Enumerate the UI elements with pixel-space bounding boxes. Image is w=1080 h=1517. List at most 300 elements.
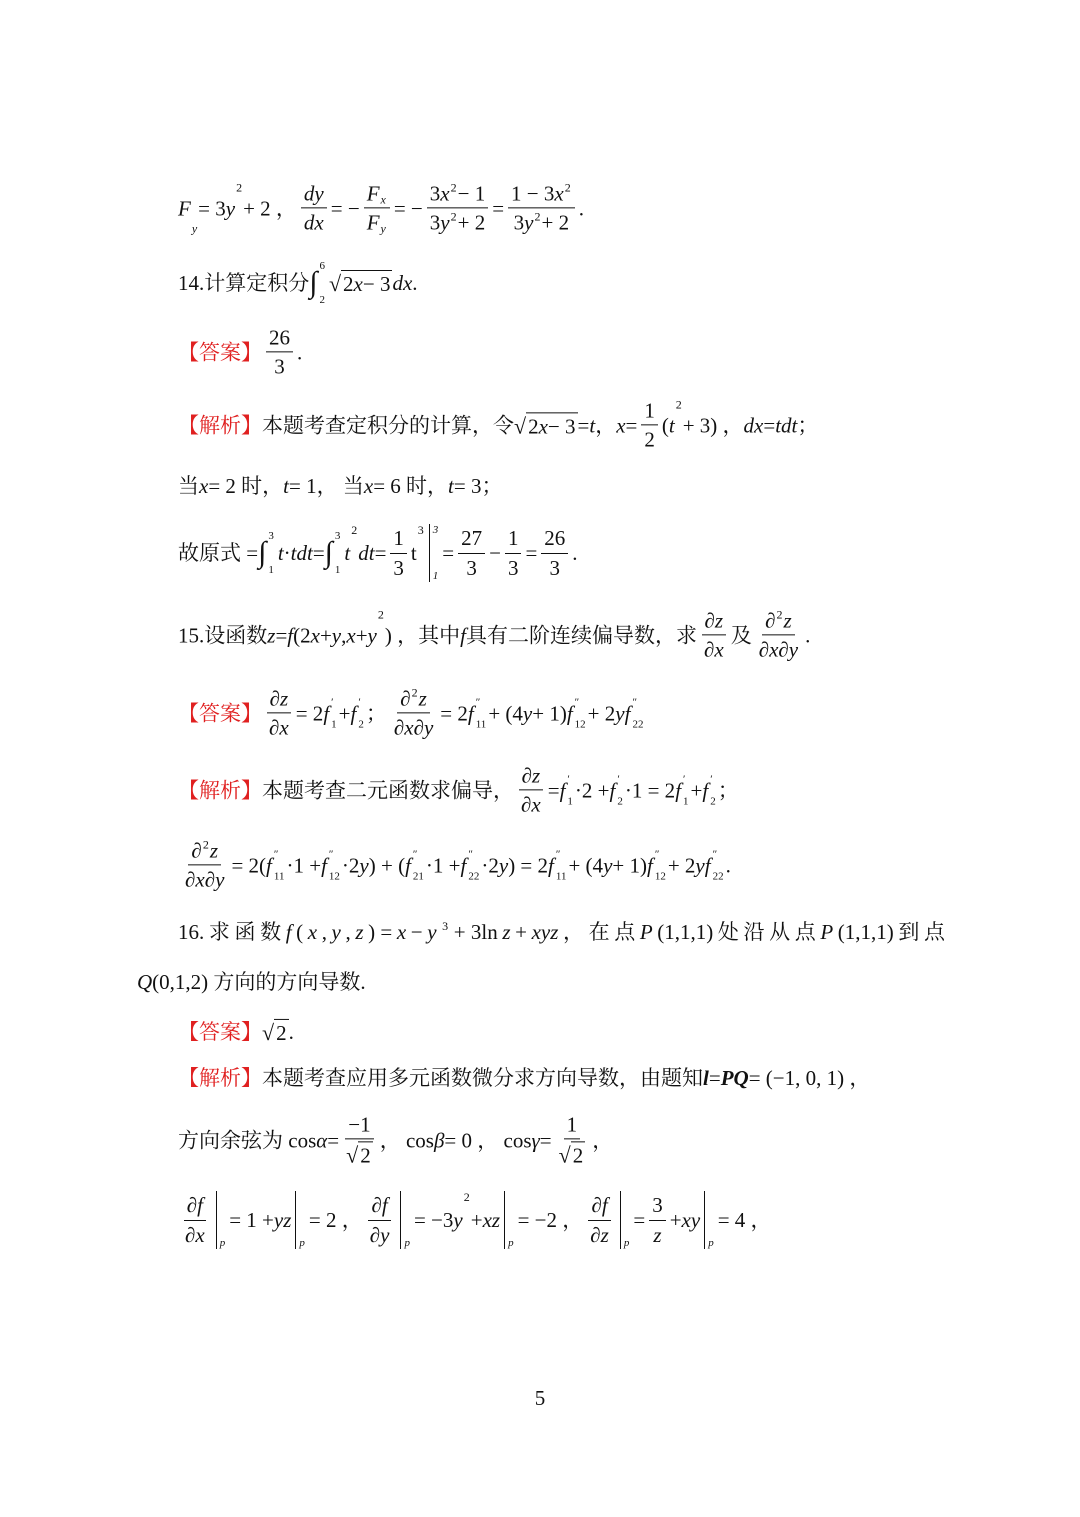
denominator [463, 554, 480, 580]
math-variable: P [639, 919, 653, 944]
text-run: ∂ [521, 792, 532, 817]
question-16-cont [137, 970, 366, 994]
math-variable: z [355, 919, 364, 944]
evaluation-bar [620, 1191, 630, 1249]
text-run: + 3ln [453, 919, 498, 944]
index: 11 [475, 718, 487, 730]
radical-sign-icon: √ [346, 1142, 359, 1168]
fraction [756, 608, 801, 661]
text-run: 本题考查定积分的计算，令 [262, 412, 514, 437]
math-variable: dt [358, 540, 375, 565]
integral-limits [268, 530, 274, 576]
text-run: ∂ [590, 1222, 601, 1247]
partial-derivative-f [675, 773, 688, 807]
lower-limit: p [219, 1237, 226, 1249]
text-run: − 3 [362, 271, 391, 296]
math-variable: t [344, 540, 351, 565]
math-variable: f [624, 700, 631, 725]
prime-subscript [358, 696, 364, 730]
text-run: 2 [450, 180, 457, 195]
math-variable: y [359, 852, 369, 877]
section-label: 【答案】 [178, 339, 262, 364]
text-run: 求 [208, 919, 230, 944]
text-run: = − [393, 195, 423, 220]
math-variable: f [704, 852, 711, 877]
evaluation-limits [433, 524, 439, 582]
text-run: 2 [463, 1190, 470, 1204]
text-run: 2 [276, 1020, 287, 1045]
text-run: = 3； [453, 473, 503, 498]
math-variable: dy [303, 181, 324, 206]
lower-limit: p [404, 1237, 410, 1249]
math-variable: x [769, 637, 779, 662]
prime: ″ [328, 848, 334, 860]
text-run: ∂ [765, 608, 776, 633]
math-variable: z [600, 1222, 609, 1247]
superscript [442, 920, 448, 932]
denominator [182, 1221, 208, 1247]
vertical-bar-icon [504, 1191, 505, 1249]
text-run: 2 [343, 271, 354, 296]
math-variable: xz [482, 1207, 501, 1232]
math-variable: x [396, 919, 407, 944]
fraction [266, 325, 293, 378]
math-variable: f [566, 700, 573, 725]
superscript [236, 181, 242, 193]
math-variable: f [609, 777, 616, 802]
prime-subscript [274, 848, 285, 882]
partial-derivative-f [266, 848, 284, 882]
analysis-14 [178, 398, 818, 451]
math-variable: x [363, 473, 374, 498]
denominator [271, 353, 288, 379]
math-variable: y [440, 210, 450, 235]
text-run: ·2 [481, 852, 499, 877]
text-run: 1 − 3 [511, 181, 555, 206]
text-run: + 2 [541, 210, 570, 235]
superscript [378, 608, 384, 620]
prime-subscript [655, 848, 666, 882]
text-run: ， [592, 1127, 614, 1152]
radicand [358, 1142, 373, 1168]
text-run: + 2 ， [243, 195, 297, 220]
vertical-bar-icon [295, 1191, 296, 1249]
denominator [701, 636, 727, 662]
vertical-bar-icon [216, 1191, 217, 1249]
text-run: = [275, 622, 288, 647]
text-run: = [547, 777, 560, 802]
prime: ″ [574, 696, 580, 708]
text-run: 函 [234, 919, 256, 944]
question-15 [178, 608, 810, 661]
index: 11 [273, 870, 285, 882]
prime: ′ [617, 773, 620, 785]
text-run: ∂ [393, 715, 405, 740]
math-variable: x [380, 192, 386, 207]
math-variable: x [346, 622, 356, 647]
text-run: 3 [507, 555, 519, 580]
math-variable: F [366, 210, 380, 235]
denominator [391, 714, 436, 740]
math-variable: y [331, 622, 342, 647]
partial-derivative-f [647, 848, 666, 882]
text-run: = [625, 412, 638, 437]
text-run: 方向余弦为 cos [178, 1127, 317, 1152]
text-run: ∂ [185, 867, 196, 892]
integral-sign-icon: ∫ [309, 266, 318, 299]
math-variable: y [695, 852, 705, 877]
answer-14 [178, 325, 302, 378]
denominator [641, 426, 658, 452]
text-run: = (−1, 0, 1) ， [748, 1065, 871, 1090]
text-run: , [345, 919, 351, 944]
math-variable: F [366, 181, 380, 206]
index: 21 [412, 870, 424, 882]
math-variable: x [195, 1222, 205, 1247]
square-root [262, 1019, 289, 1045]
text-run: t [410, 540, 417, 565]
text-run: = 1， 当 [289, 473, 364, 498]
text-run: 16. [178, 919, 205, 944]
text-run: ·2 [341, 852, 360, 877]
text-run: ∂ [400, 686, 411, 711]
radical-sign-icon: √ [558, 1142, 571, 1168]
denominator [266, 714, 292, 740]
text-run: ) = [368, 919, 393, 944]
evaluation-bar [400, 1191, 410, 1249]
analysis-16-cosines [178, 1112, 613, 1167]
partial-derivative-f [625, 696, 644, 730]
text-run: − 1 [457, 181, 486, 206]
text-run: 沿 [743, 919, 765, 944]
text-run: ∂ [369, 1222, 381, 1247]
superscript [464, 1191, 470, 1203]
text-run: (1,1,1) [837, 919, 894, 944]
text-run: ∂ [185, 1222, 196, 1247]
numerator [427, 181, 488, 208]
math-variable: t [448, 473, 454, 498]
superscript [451, 181, 457, 193]
text-run: + 3) ， [682, 412, 744, 437]
math-variable: P [820, 919, 834, 944]
text-run: 从 [769, 919, 791, 944]
upper-limit: 3 [334, 530, 341, 542]
superscript [418, 524, 424, 536]
text-run: 2 [534, 209, 541, 224]
square-root [559, 1142, 586, 1168]
text-run: 本题考查二元函数求偏导， [262, 777, 514, 802]
text-run: ； [365, 700, 387, 725]
text-run: + [515, 919, 527, 944]
vertical-bar-icon [620, 1191, 621, 1249]
math-variable: f [405, 852, 411, 877]
text-run: = 1 + [229, 1207, 274, 1232]
text-run: 1 [393, 526, 404, 551]
partial-derivative-f [323, 696, 336, 730]
partial-derivative-f [610, 773, 623, 807]
evaluation-limits [508, 1191, 514, 1249]
fraction [343, 1112, 376, 1167]
math-variable: x [353, 271, 363, 296]
section-label: 【答案】 [178, 700, 262, 725]
fraction [367, 1193, 393, 1246]
numerator [368, 1193, 390, 1220]
radicand [341, 270, 392, 296]
text-run: ∂ [186, 1193, 198, 1218]
text-run: . [725, 852, 731, 877]
numerator [364, 181, 390, 208]
prime-subscript [468, 848, 479, 882]
text-run: ∂ [778, 637, 789, 662]
text-run: = 6 时， [373, 473, 449, 498]
fraction [587, 1193, 612, 1246]
math-variable: x [554, 181, 564, 206]
text-run: 2 [572, 1143, 584, 1168]
math-variable: t [277, 540, 284, 565]
math-variable: y [423, 715, 434, 740]
index: 22 [468, 870, 480, 882]
text-run: 2 [360, 1143, 371, 1168]
math-variable: x [310, 622, 320, 647]
math-variable: z [531, 763, 541, 788]
text-run: 26 [544, 526, 566, 551]
fraction [301, 181, 327, 234]
text-run: ( [296, 919, 304, 944]
numerator [649, 1193, 666, 1220]
fraction [182, 838, 227, 891]
text-run: . [412, 270, 418, 295]
analysis-15 [178, 763, 739, 816]
denominator [587, 1221, 612, 1247]
text-run: ∂ [521, 763, 532, 788]
fraction [390, 526, 407, 579]
math-variable: x [440, 181, 450, 206]
fraction [556, 1112, 589, 1167]
text-run: + (4 [568, 852, 604, 877]
math-variable: y [498, 852, 509, 877]
partial-derivative-f [702, 773, 715, 807]
index: 1 [683, 795, 689, 807]
fraction [458, 526, 485, 579]
math-variable: dx [743, 412, 764, 437]
vertical-bar-icon [704, 1191, 705, 1249]
text-run: 到 [898, 919, 920, 944]
text-run: + 1) [532, 700, 567, 725]
prime-subscript [331, 696, 337, 730]
text-run: + [470, 1207, 483, 1232]
denominator [511, 209, 572, 235]
numerator [519, 763, 544, 790]
math-variable: f [559, 777, 566, 802]
fraction [649, 1193, 666, 1246]
lower-limit: p [508, 1237, 514, 1249]
math-variable: xy [681, 1207, 701, 1232]
text-run: 2 [450, 209, 457, 224]
text-run: 3 [466, 555, 477, 580]
math-variable: z [418, 686, 427, 711]
index: 2 [617, 795, 623, 807]
math-variable: y [367, 622, 377, 647]
prime: ″ [654, 848, 660, 860]
denominator [518, 791, 544, 817]
analysis-15-second [178, 838, 731, 891]
text-run: ∂ [704, 608, 715, 633]
math-variable: yz [273, 1207, 292, 1232]
text-run: . [297, 339, 303, 364]
fraction [701, 608, 727, 661]
denominator [364, 209, 390, 235]
math-variable: y [215, 867, 225, 892]
math-variable: dx [392, 270, 413, 295]
text-run: ) ，其中 [384, 622, 461, 647]
math-variable: y [380, 1222, 390, 1247]
partial-derivative-f [705, 848, 724, 882]
integral-limits [319, 260, 325, 306]
prime: ″ [555, 848, 561, 860]
text-run: ) + ( [368, 852, 406, 877]
question-16 [178, 920, 945, 944]
math-variable: z [209, 838, 218, 863]
text-run: = 0 ， cos [444, 1127, 532, 1152]
vertical-bar-icon [429, 524, 430, 582]
text-run: + [669, 1207, 682, 1232]
prime: ″ [632, 696, 638, 708]
prime-subscript [329, 848, 340, 882]
numerator [390, 526, 407, 553]
evaluation-bar [295, 1191, 305, 1249]
text-run: 数 [260, 919, 282, 944]
text-run: = [525, 540, 538, 565]
text-run: = 2 [440, 700, 468, 725]
math-variable: α [316, 1127, 328, 1152]
lower-limit: 1 [334, 564, 341, 576]
denominator [650, 1221, 664, 1247]
prime: ″ [712, 848, 718, 860]
math-variable: β [433, 1127, 445, 1152]
text-run: 3 [429, 181, 441, 206]
text-run: (0,1,2) 方向的方向导数. [152, 969, 366, 994]
lower-limit: p [299, 1237, 305, 1249]
index: 12 [654, 870, 666, 882]
prime: ′ [331, 696, 334, 708]
text-run: = 2 [295, 700, 324, 725]
denominator [367, 1221, 393, 1247]
math-variable: z [279, 686, 289, 711]
superscript [203, 838, 209, 850]
lower-limit: p [623, 1237, 630, 1249]
text-run: = [374, 540, 387, 565]
math-variable: t [668, 412, 675, 437]
analysis-16 [178, 1066, 870, 1090]
math-variable: f [460, 852, 467, 877]
lower-limit: 1 [432, 570, 439, 582]
text-run: ； [717, 777, 739, 802]
denominator [182, 866, 227, 892]
text-run: ， [595, 412, 617, 437]
math-variable: x [195, 867, 205, 892]
prime-subscript [617, 773, 623, 807]
vector-symbol: PQ [720, 1065, 749, 1090]
partial-derivative-f [548, 848, 566, 882]
superscript [676, 398, 682, 410]
partial-derivative-f [567, 696, 586, 730]
index: 2 [358, 718, 364, 730]
math-variable: y [191, 221, 198, 236]
subscript [381, 194, 386, 206]
analysis-14-result [178, 524, 578, 582]
text-run: ， [563, 919, 585, 944]
fraction [518, 763, 544, 816]
index: 22 [632, 718, 644, 730]
math-variable: f [702, 777, 709, 802]
text-run: = [442, 540, 455, 565]
text-run: ∂ [371, 1193, 382, 1218]
text-run: = 2( [231, 852, 267, 877]
text-run: 3 [652, 1193, 663, 1218]
numerator [301, 181, 327, 208]
text-run: ∂ [191, 838, 202, 863]
text-run: = −3 [413, 1207, 454, 1232]
index: 22 [712, 870, 724, 882]
numerator [641, 398, 658, 425]
superscript [535, 211, 541, 223]
math-variable: x [714, 637, 724, 662]
text-run: 及 [730, 622, 752, 647]
text-run: ) = 2 [508, 852, 549, 877]
text-run: ·1 + [425, 852, 461, 877]
partial-derivative-f [560, 773, 573, 807]
math-variable: y [331, 919, 341, 944]
radicand [526, 412, 577, 438]
numerator [458, 526, 485, 553]
lower-limit: 1 [268, 564, 274, 576]
superscript [565, 181, 571, 193]
prime: ′ [567, 773, 570, 785]
math-variable: x [616, 412, 626, 437]
evaluation-limits [220, 1191, 226, 1249]
math-variable: f [675, 777, 682, 802]
math-variable: f [646, 852, 653, 877]
vertical-bar-icon [400, 1191, 401, 1249]
text-run: + [690, 777, 703, 802]
text-run: = 3 [198, 195, 226, 220]
text-run: + 2 [667, 852, 696, 877]
section-label: 【解析】 [178, 1065, 262, 1090]
square-root [329, 270, 393, 296]
numerator [267, 686, 292, 713]
text-run: . [805, 622, 811, 647]
integral-sign-icon: ∫ [324, 536, 333, 569]
text-run: = −2 ， [517, 1207, 584, 1232]
denominator [427, 209, 488, 235]
lower-limit: 2 [319, 294, 325, 306]
math-variable: f [350, 700, 357, 725]
math-variable: f [321, 852, 327, 877]
page-number: 5 [534, 1386, 546, 1410]
text-run: ∂ [269, 686, 280, 711]
superscript [412, 686, 418, 698]
numerator [345, 1112, 373, 1139]
text-run: ∂ [703, 637, 715, 662]
math-variable: x [404, 715, 414, 740]
text-run: 3 [429, 210, 441, 235]
evaluation-bar [429, 524, 439, 582]
text-run: = [763, 412, 776, 437]
index: 12 [574, 718, 586, 730]
math-variable: y [453, 1207, 463, 1232]
math-variable: y [788, 637, 799, 662]
text-run: = − [330, 195, 360, 220]
